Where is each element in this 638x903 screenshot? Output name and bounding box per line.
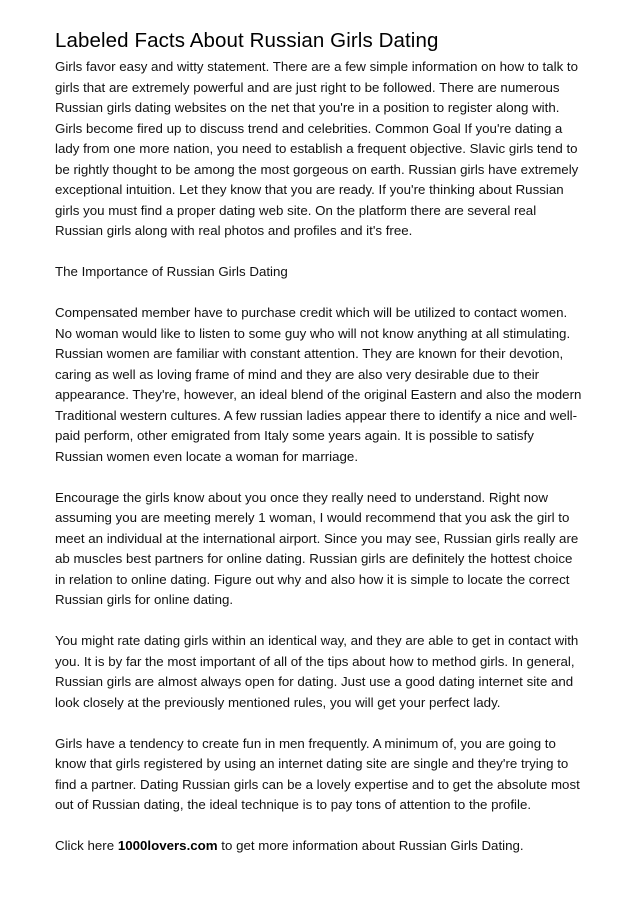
site-link[interactable]: 1000lovers.com [117,838,218,853]
paragraph-fun: Girls have a tendency to create fun in men frequently. A minimum of, you are going to know that girls registered by using an internet dating site are single and they're trying to find a partner. Dating Russian girls can be a lovely expertise and to get the absolute most out of Russian dating, the ideal technique is to pay tons of attention to the profile. [55,735,580,812]
page-title: Labeled Facts About Russian Girls Dating [55,29,439,52]
paragraph-encourage: Encourage the girls know about you once they really need to understand. Right now assuming you are meeting merely 1 woman, I would recommend that you ask the girl to meet an individual at the international airport. Since you may see, Russian girls really are ab muscles best partners for online dating. Russian girls are definitely the hottest choice in relation to online dating. Figure out why and also how it is simple to locate the correct Russian girls for online dating. [55,489,579,607]
document-page [55,28,583,877]
closing-prefix: Click here [55,838,118,853]
paragraph-members: Compensated member have to purchase credit which will be utilized to contact women. No woman would like to listen to some guy who will not know anything at all stimulating. Russian women are familiar with constant attention. They are known for their devotion, caring as well as loving frame of mind and they are also very desirable due to their appearance. They're, however, an ideal blend of the original Eastern and also the modern Traditional western cultures. A few russian ladies appear there to identify a nice and well-paid perform, other emigrated from Italy some years again. It is possible to satisfy Russian women even locate a woman for marriage. [55,305,582,464]
closing-paragraph [55,836,583,857]
closing-suffix: to get more information about Russian Girls Dating. [217,838,524,853]
paragraph-rate: You might rate dating girls within an identical way, and they are able to get in contact with you. It is by far the most important of all of the tips about how to method girls. In general, Russian girls are almost always open for dating. Just use a good dating internet site and look closely at the previously mentioned rules, you will get your perfect lady. [55,633,579,710]
paragraph-intro: Girls favor easy and witty statement. There are a few simple information on how to talk to girls that are extremely powerful and are just right to be followed. There are numerous Russian girls dating websites on the net that you're in a position to register along with. [55,59,579,115]
paragraph-goal: Girls become fired up to discuss trend and celebrities. Common Goal If you're dating a lady from one more nation, you need to establish a frequent objective. Slavic girls tend to be rightly thought to be among the most gorgeous on earth. Russian girls have extremely exceptional intuition. Let they know that you are ready. If you're thinking about Russian girls you must find a proper dating web site. On the platform there are several real Russian girls along with real photos and profiles and it's free. [55,120,579,238]
section-heading: The Importance of Russian Girls Dating [55,264,288,279]
